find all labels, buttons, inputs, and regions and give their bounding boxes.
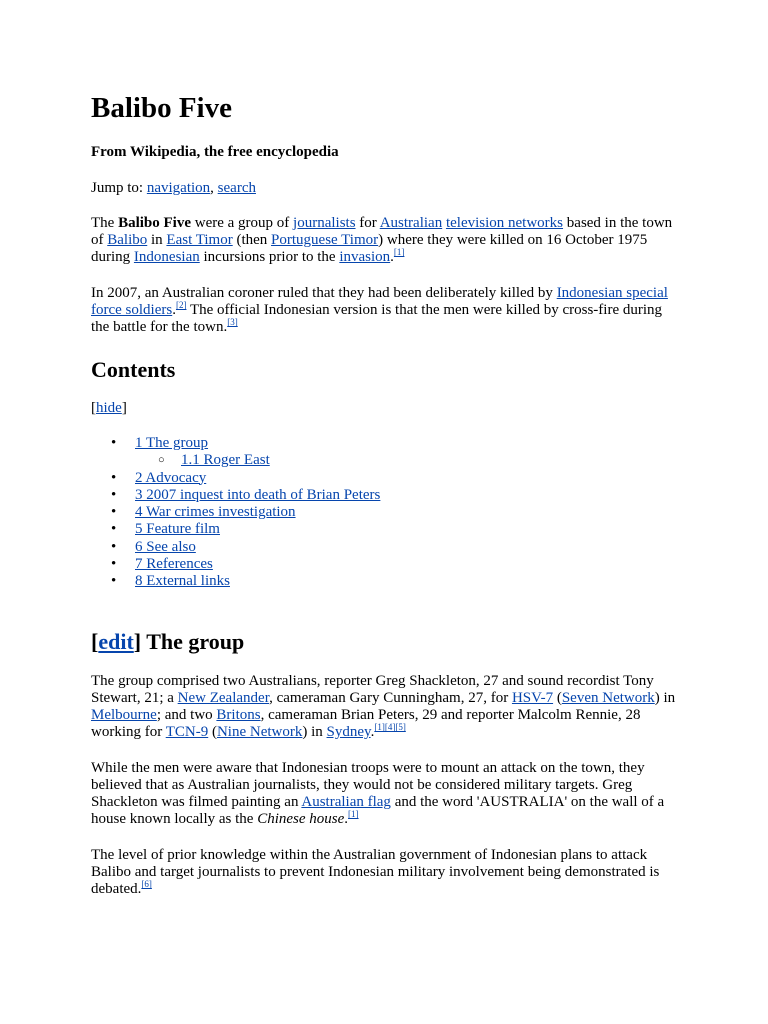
site-sub: From Wikipedia, the free encyclopedia	[91, 144, 339, 160]
ref-link[interactable]: [2]	[175, 300, 187, 310]
edit-section-link[interactable]: edit	[98, 629, 134, 654]
toc-item	[91, 539, 681, 556]
intro-paragraph: The Balibo Five were a group of journalists for Australian television networks based in the town of Balibo in East Timor (then Portuguese Timor) where they were killed on 16 October 1975 during Indonesian incursions prior to the invasion.[1]	[91, 215, 673, 265]
toc-item	[91, 435, 681, 452]
paragraph-coroner: In 2007, an Australian coroner ruled that they had been deliberately killed by Indonesian special force soldiers.[2] The official Indonesian version is that the men were killed by cross-fire during the battle for the town.[3]	[91, 285, 668, 335]
ref-link[interactable]: [1][4][5]	[374, 722, 406, 732]
toc-link-inquest[interactable]: 3 2007 inquest into death of Brian Peters	[135, 486, 381, 503]
link-sydney[interactable]: Sydney	[326, 724, 371, 740]
ref-link[interactable]: [1]	[393, 247, 405, 257]
section-heading-the-group: [edit] The group	[91, 629, 245, 654]
link-melbourne[interactable]: Melbourne	[91, 707, 157, 723]
ref-link[interactable]: [6]	[141, 879, 152, 889]
link-journalists[interactable]: journalists	[293, 215, 356, 231]
toc-link-external-links[interactable]: 8 External links	[135, 573, 230, 590]
toc-item	[91, 504, 681, 521]
table-of-contents	[91, 435, 681, 591]
jump-search-link[interactable]: search	[217, 180, 256, 196]
paragraph-military-targets: While the men were aware that Indonesian troops were to mount an attack on the town, they believed that as Australian journalists, they would not be considered military targets. Greg Shackleton was filmed painting an Australian flag and the word 'AUSTRALIA' on the wall of a house known locally as the Chinese house.[1]	[91, 760, 665, 827]
toc-item	[91, 470, 681, 487]
toc-link-references[interactable]: 7 References	[135, 556, 213, 573]
ref-link[interactable]: [1]	[348, 809, 359, 819]
link-nine-network[interactable]: Nine Network	[216, 724, 303, 740]
link-tcn-9[interactable]: TCN-9	[165, 724, 209, 740]
toc-item	[91, 452, 681, 469]
ref-link[interactable]: [3]	[227, 317, 238, 327]
toc-hide-link[interactable]: hide	[96, 400, 122, 416]
toc-link-see-also[interactable]: 6 See also	[135, 538, 196, 555]
link-hsv-7[interactable]: HSV-7	[511, 690, 554, 706]
link-britons[interactable]: Britons	[216, 707, 261, 723]
contents-heading: Contents	[91, 357, 176, 382]
link-indonesian[interactable]: Indonesian	[133, 249, 200, 265]
article-subject: Balibo Five	[118, 215, 191, 231]
paragraph-prior-knowledge: The level of prior knowledge within the Australian government of Indonesian plans to attack Balibo and target journalists to prevent Indonesian military involvement being demonstrated is debated.[6]	[91, 847, 660, 897]
page-title: Balibo Five	[91, 92, 232, 124]
toc-link-feature-film[interactable]: 5 Feature film	[135, 521, 220, 538]
jump-links: Jump to: navigation, search	[91, 180, 256, 196]
link-portuguese-timor[interactable]: Portuguese Timor	[271, 232, 379, 248]
link-new-zealander[interactable]: New Zealander	[177, 690, 270, 706]
paragraph-group-members: The group comprised two Australians, reporter Greg Shackleton, 27 and sound recordist Tony Stewart, 21; a New Zealander, cameraman Gary Cunningham, 27, for HSV-7 (Seven Network) in Melbourne; and two Britons, cameraman Brian Peters, 29 and reporter Malcolm Rennie, 28 working for TCN-9 (Nine Network) in Sydney.[1][4][5]	[91, 673, 676, 740]
toc-toggle: [hide]	[91, 400, 127, 416]
toc-link-war-crimes[interactable]: 4 War crimes investigation	[135, 504, 296, 521]
link-seven-network[interactable]: Seven Network	[561, 690, 655, 706]
jump-navigation-link[interactable]: navigation	[146, 180, 211, 196]
toc-item	[91, 556, 681, 573]
link-television-networks[interactable]: television networks	[445, 215, 564, 231]
chinese-house-text: Chinese house	[257, 811, 345, 827]
link-australian-flag[interactable]: Australian flag	[301, 794, 391, 810]
link-balibo[interactable]: Balibo	[107, 232, 148, 248]
link-australian[interactable]: Australian	[379, 215, 443, 231]
link-east-timor[interactable]: East Timor	[166, 232, 233, 248]
link-invasion[interactable]: invasion	[339, 249, 391, 265]
toc-link-advocacy[interactable]: 2 Advocacy	[135, 469, 207, 486]
toc-link-the-group[interactable]: 1 The group	[135, 435, 209, 451]
toc-item	[91, 487, 681, 504]
toc-item	[91, 521, 681, 538]
toc-link-roger-east[interactable]: 1.1 Roger East	[181, 452, 270, 469]
link-indonesian-special-force[interactable]: Indonesian special force soldiers	[91, 285, 668, 318]
toc-item	[91, 573, 681, 590]
